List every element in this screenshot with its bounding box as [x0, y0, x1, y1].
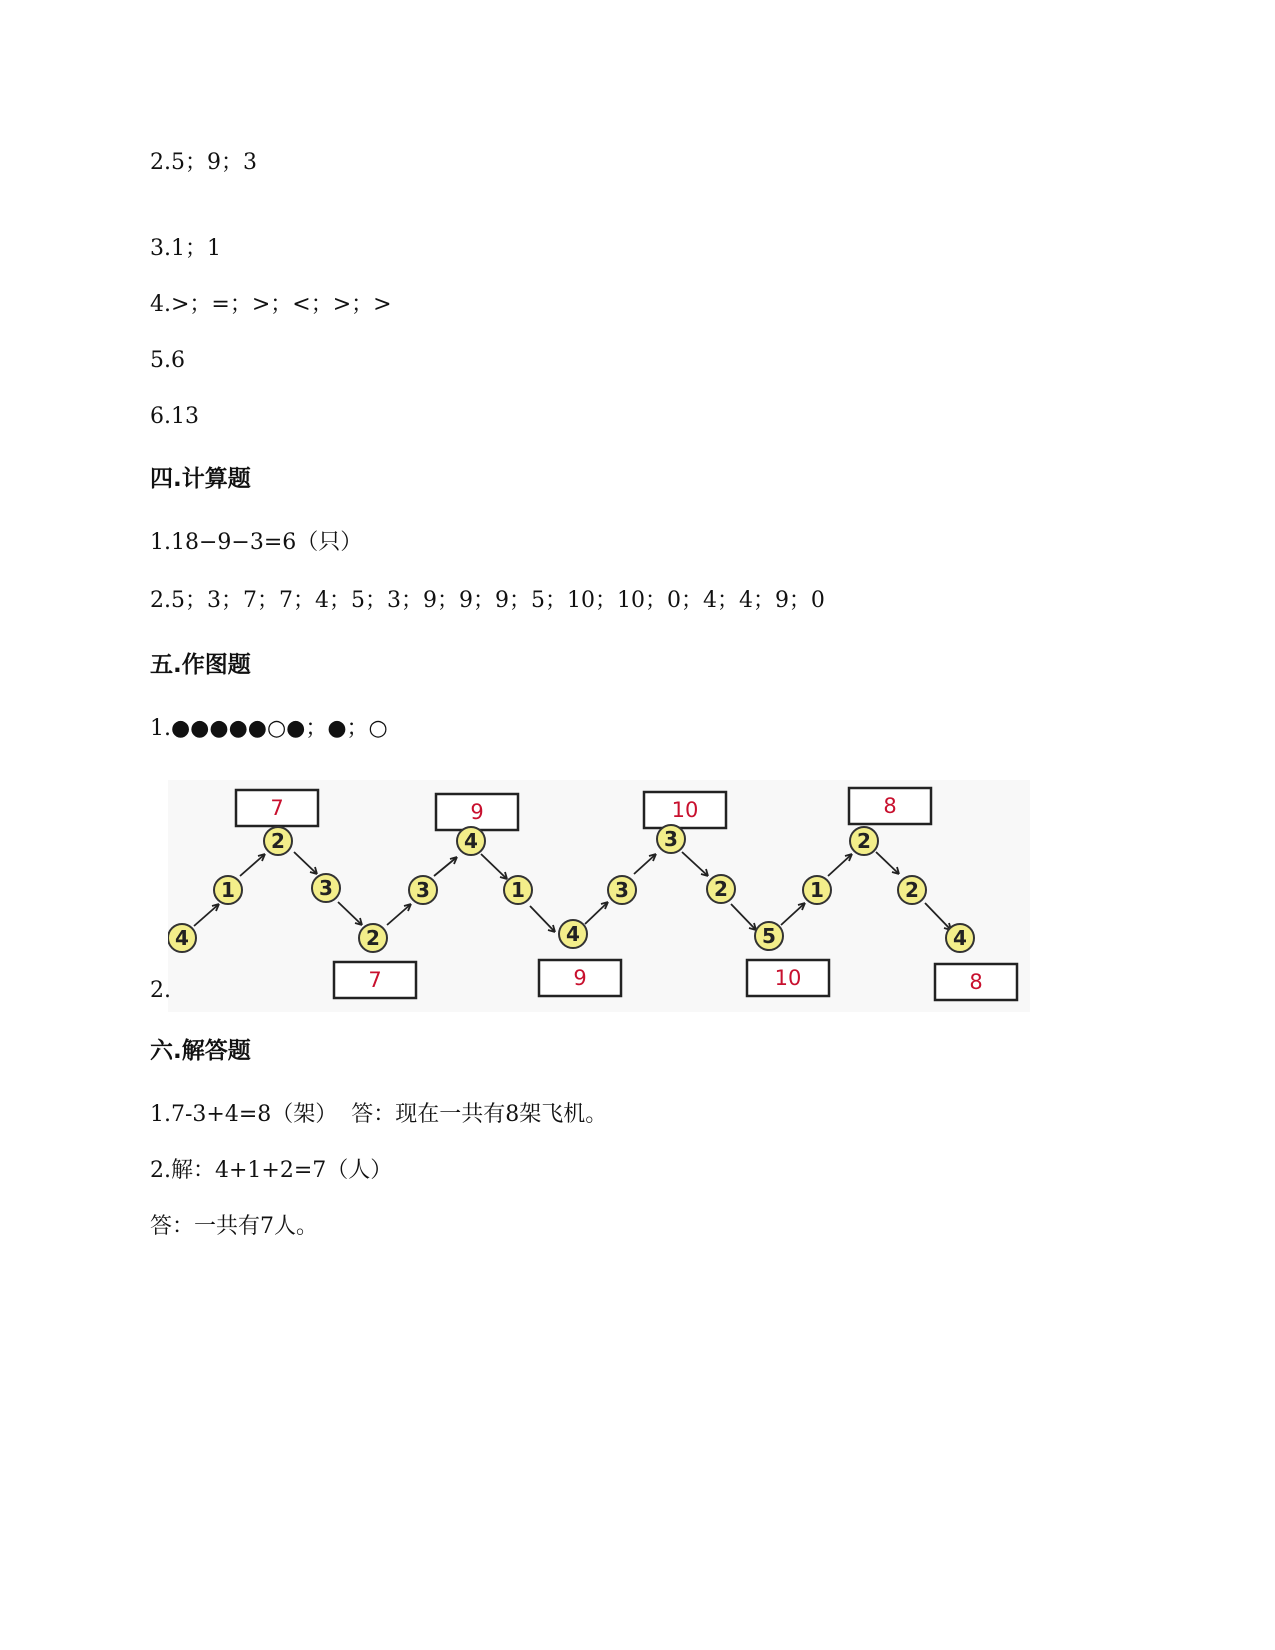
svg-text:1: 1 — [810, 878, 824, 902]
top-box-1 — [236, 790, 318, 826]
section-heading-solve: 六.解答题 — [150, 1038, 251, 1064]
drawing-answer-1: 1.●●●●●○●；●；○ — [150, 716, 388, 741]
svg-text:9: 9 — [573, 966, 587, 990]
section-heading-calc: 四.计算题 — [150, 466, 251, 492]
path-node-1 — [168, 924, 196, 952]
svg-text:8: 8 — [969, 970, 983, 994]
path-node-5 — [359, 924, 387, 952]
path-node-14 — [803, 876, 831, 904]
top-box-2 — [436, 794, 518, 830]
section-heading-drawing: 五.作图题 — [150, 652, 251, 678]
answer-line-6: 6.13 — [150, 404, 199, 429]
path-node-16 — [898, 876, 926, 904]
svg-text:5: 5 — [762, 924, 776, 948]
path-node-9 — [559, 920, 587, 948]
svg-text:1: 1 — [511, 878, 525, 902]
path-node-6 — [409, 876, 437, 904]
path-node-8 — [504, 876, 532, 904]
solve-answer-2: 2.解：4+1+2=7（人） — [150, 1158, 393, 1183]
svg-text:7: 7 — [368, 968, 382, 992]
path-node-12 — [707, 875, 735, 903]
calc-answer-2: 2.5；3；7；7；4；5；3；9；9；9；5；10；10；0；4；4；9；0 — [150, 588, 825, 613]
path-node-11 — [657, 825, 685, 853]
path-node-2 — [214, 876, 242, 904]
answer-line-3: 3.1；1 — [150, 236, 221, 261]
svg-text:10: 10 — [774, 966, 802, 990]
svg-text:4: 4 — [464, 829, 478, 853]
solve-answer-3: 答：一共有7人。 — [150, 1214, 318, 1239]
path-node-13 — [755, 922, 783, 950]
number-path-diagram — [168, 780, 1030, 1012]
svg-text:10: 10 — [671, 798, 699, 822]
solve-answer-1: 1.7-3+4=8（架） 答：现在一共有8架飞机。 — [150, 1102, 608, 1127]
svg-text:2: 2 — [366, 926, 380, 950]
svg-text:2: 2 — [905, 878, 919, 902]
bottom-box-3 — [747, 960, 829, 996]
svg-text:3: 3 — [615, 878, 629, 902]
answer-line-4: 4.>；=；>；<；>；> — [150, 292, 392, 317]
answer-line-5: 5.6 — [150, 348, 185, 373]
calc-answer-1: 1.18−9−3=6（只） — [150, 530, 363, 555]
bottom-box-1 — [334, 962, 416, 998]
svg-text:1: 1 — [221, 878, 235, 902]
svg-text:2: 2 — [714, 877, 728, 901]
answer-line-2: 2.5；9；3 — [150, 150, 257, 175]
path-node-15 — [850, 827, 878, 855]
svg-text:2: 2 — [271, 829, 285, 853]
svg-text:3: 3 — [664, 827, 678, 851]
path-node-4 — [312, 874, 340, 902]
svg-text:3: 3 — [416, 878, 430, 902]
bottom-box-4 — [935, 964, 1017, 1000]
svg-text:7: 7 — [270, 796, 284, 820]
svg-text:4: 4 — [953, 926, 967, 950]
top-box-3 — [644, 792, 726, 828]
path-node-10 — [608, 876, 636, 904]
bottom-box-2 — [539, 960, 621, 996]
svg-text:9: 9 — [470, 800, 484, 824]
svg-text:8: 8 — [883, 794, 897, 818]
svg-text:4: 4 — [566, 922, 580, 946]
svg-text:4: 4 — [175, 926, 189, 950]
path-node-3 — [264, 827, 292, 855]
path-node-17 — [946, 924, 974, 952]
top-box-4 — [849, 788, 931, 824]
svg-text:3: 3 — [319, 876, 333, 900]
svg-text:2: 2 — [857, 829, 871, 853]
drawing-answer-2-label: 2. — [150, 978, 171, 1003]
path-node-7 — [457, 827, 485, 855]
